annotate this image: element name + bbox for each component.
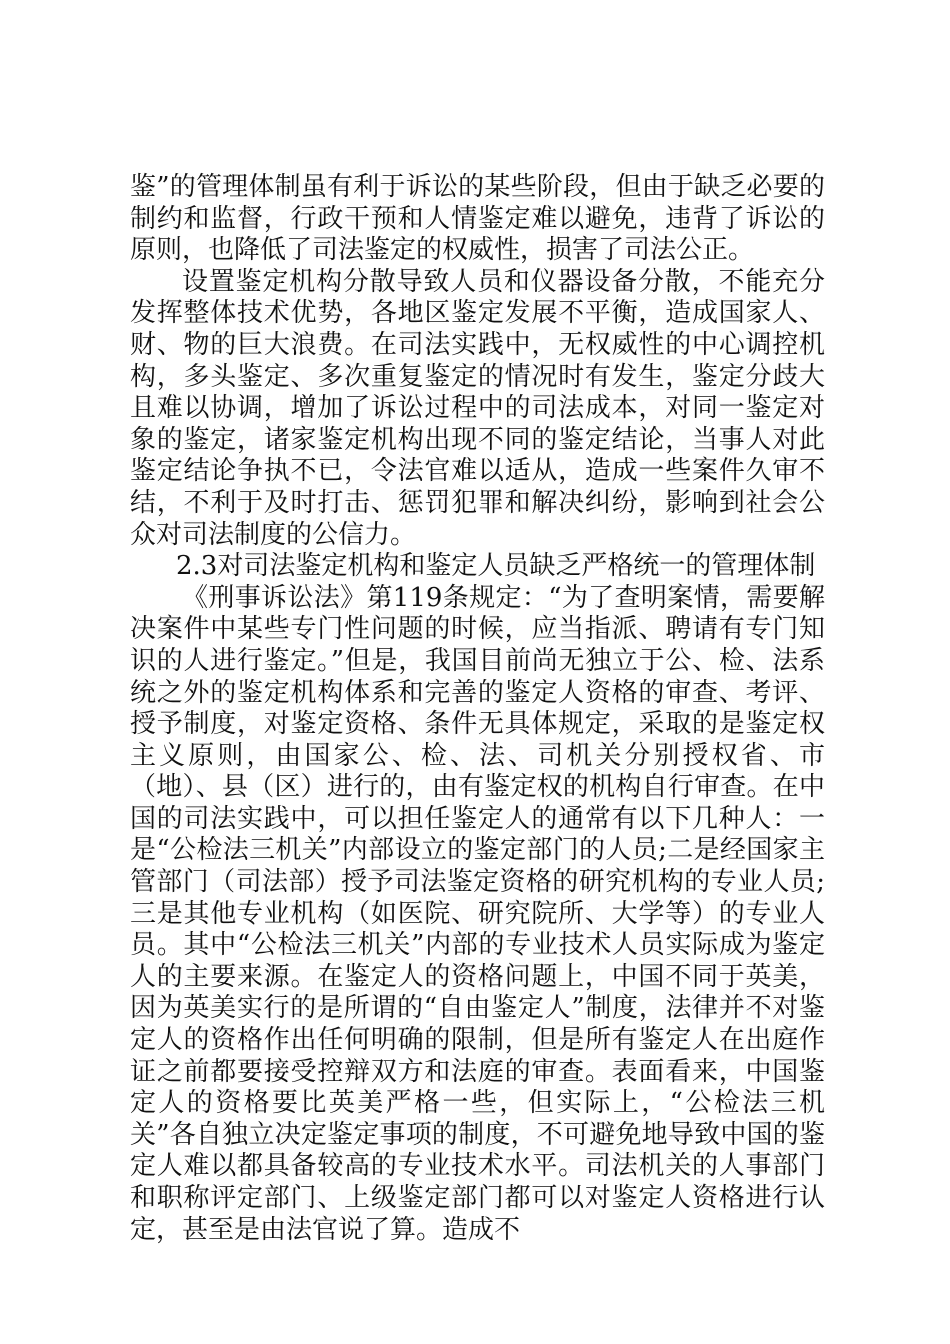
paragraph-dispersed-institutions: 设置鉴定机构分散导致人员和仪器设备分散，不能充分发挥整体技术优势，各地区鉴定发展不平衡，造成国家人、财、物的巨大浪费。在司法实践中，无权威性的中心调控机构，多头鉴定、多次重复鉴定的情况时有发生，鉴定分歧大且难以协调，增加了诉讼过程中的司法成本，对同一鉴定对象的鉴定，诸家鉴定机构出现不同的鉴定结论，当事人对此鉴定结论争执不已，令法官难以适从，造成一些案件久审不结，不利于及时打击、惩罚犯罪和解决纠纷，影响到社会公众对司法制度的公信力。 — [130, 266, 825, 550]
paragraph-criminal-procedure-law: 《刑事诉讼法》第119条规定：“为了查明案情，需要解决案件中某些专门性问题的时候，应当指派、聘请有专门知识的人进行鉴定。”但是，我国目前尚无独立于公、检、法系统之外的鉴定机构体系和完善的鉴定人资格的审查、考评、授予制度，对鉴定资格、条件无具体规定，采取的是鉴定权主义原则，由国家公、检、法、司机关分别授权省、市（地）、县（区）进行的，由有鉴定权的机构自行审查。在中国的司法实践中，可以担任鉴定人的通常有以下几种人：一是“公检法三机关”内部设立的鉴定部门的人员;二是经国家主管部门（司法部）授予司法鉴定资格的研究机构的专业人员;三是其他专业机构（如医院、研究院所、大学等）的专业人员。其中“公检法三机关”内部的专业技术人员实际成为鉴定人的主要来源。在鉴定人的资格问题上，中国不同于英美，因为英美实行的是所谓的“自由鉴定人”制度，法律并不对鉴定人的资格作出任何明确的限制，但是所有鉴定人在出庭作证之前都要接受控辩双方和法庭的审查。表面看来，中国鉴定人的资格要比英美严格一些，但实际上，“公检法三机关”各自独立决定鉴定事项的制度，不可避免地导致中国的鉴定人难以都具备较高的专业技术水平。司法机关的人事部门和职称评定部门、上级鉴定部门都可以对鉴定人资格进行认定，甚至是由法官说了算。造成不 — [130, 582, 825, 1245]
section-heading-2-3: 2.3对司法鉴定机构和鉴定人员缺乏严格统一的管理体制 — [176, 551, 816, 582]
document-body — [130, 172, 825, 1246]
paragraph-continuation: 鉴”的管理体制虽有利于诉讼的某些阶段，但由于缺乏必要的制约和监督，行政干预和人情鉴定难以避免，违背了诉讼的原则，也降低了司法鉴定的权威性，损害了司法公正。 — [130, 172, 825, 266]
